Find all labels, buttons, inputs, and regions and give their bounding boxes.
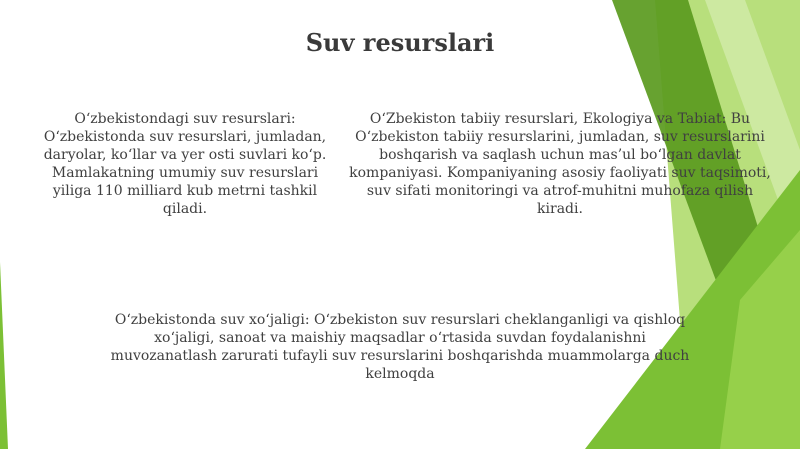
text-block-left: O‘zbekistondagi suv resurslari: O‘zbekistonda suv resurslari, jumladan, daryolar, ko‘llar va yer osti suvlari ko‘p. Mamlakatning umumiy suv resurslari yiliga 110 milliard kub metrni tashkil qiladi. xyxy=(43,111,327,217)
text-block-bottom: O‘zbekistonda suv xo‘jaligi: O‘zbekiston suv resurslari cheklanganligi va qishloq xo‘jaligi, sanoat va maishiy maqsadlar o‘rtasida suvdan foydalanishni muvozanatlash zarurati tufayli suv resurslarini boshqarishda muammolarga duch kelmoqda xyxy=(110,312,690,382)
left-edge-shape xyxy=(0,262,8,449)
slide-title: Suv resurslari xyxy=(305,28,495,57)
text-block-right: O‘Zbekiston tabiiy resurslari, Ekologiya va Tabiat: Bu O‘zbekiston tabiiy resurslarini, jumladan, suv resurslarini boshqarish va saqlash uchun mas’ul bo‘lgan davlat kompaniyasi. Kompaniyaning asosiy faoliyati suv taqsimoti, suv sifati monitoringi va atrof-muhitni muhofaza qilish kiradi. xyxy=(349,111,771,217)
